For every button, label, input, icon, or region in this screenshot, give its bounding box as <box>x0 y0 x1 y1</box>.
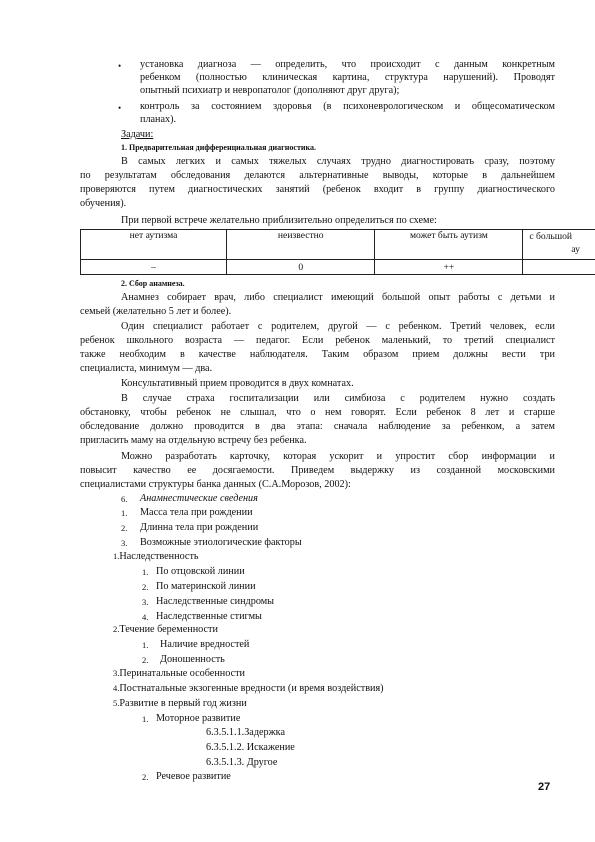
scheme-table <box>80 229 595 275</box>
outline-motor-item: 6.3.5.1.2. Искажение <box>206 742 295 753</box>
para5: Консультативный прием проводится в двух комнатах. <box>121 378 354 389</box>
para6-line: обстановку, чтобы ребенок не слышал, что о нем говорят. Если ребенок 8 лет и старше <box>80 407 555 418</box>
outline-item: Наличие вредностей <box>160 639 250 650</box>
para6-line: В случае страха госпитализации или симбиоза с родителем нужно создать <box>121 393 555 404</box>
outline-perinatal <box>113 667 245 680</box>
tasks-label: Задачи: <box>121 129 154 140</box>
outline-num: 2. <box>142 582 149 592</box>
bullet-line: ребенком (полностью клиническая картина, структура нарушений). Проводят <box>140 72 555 83</box>
bullet-line: установка диагноза — определить, что происходит с данным конкретным <box>140 59 555 70</box>
para7-line: повысит качество ее досягаемости. Приведем выдержку из созданной московскими <box>80 465 555 476</box>
table-header: может быть аутизм <box>375 230 523 260</box>
section2-title: 2. Сбор анамнеза. <box>121 279 185 288</box>
table-header: неизвестно <box>227 230 375 260</box>
outline-item: По отцовской линии <box>156 566 245 577</box>
table-cell: – <box>81 260 227 275</box>
outline-motor: Моторное развитие <box>156 713 241 724</box>
outline-num: 6. <box>121 494 128 504</box>
outline-firstyear <box>113 697 247 710</box>
outline-pregnancy <box>113 623 218 636</box>
outline-item: Доношенность <box>160 654 225 665</box>
outline-heredity-label: Наследственность <box>119 551 199 562</box>
para2: При первой встрече желательно приблизительно определиться по схеме: <box>121 215 437 226</box>
outline-item: Длинна тела при рождении <box>140 522 259 533</box>
outline-num: 3. <box>113 668 120 678</box>
para4-line: также необходим в качестве наблюдателя. Таким образом прием должны вести три <box>80 349 555 360</box>
table-cell: ++ <box>375 260 523 275</box>
section1-title: 1. Предварительная дифференциальная диагностика. <box>121 143 316 152</box>
outline-perinatal-label: Перинатальные особенности <box>119 668 246 679</box>
bullet-line: контроль за состоянием здоровья (в психоневрологическом и общесоматическом <box>140 101 555 112</box>
para6-line: пригласить маму на отдельную встречу без ребенка. <box>80 435 307 446</box>
page-number: 27 <box>538 781 551 793</box>
para6-line: обследование должно проводится в два этапа: сначала наблюдение за ребенком, а затем <box>80 421 555 432</box>
outline-num: 1. <box>142 640 149 650</box>
para4-line: Один специалист работает с родителем, другой — с ребенком. Третий человек, если <box>121 321 555 332</box>
table-header: нет аутизма <box>81 230 227 260</box>
outline-num: 3. <box>121 538 128 548</box>
outline-heredity <box>113 550 199 563</box>
para7-line: Можно разработать карточку, которая ускорит и упростит сбор информации и <box>121 451 555 462</box>
table-header-cut <box>523 230 595 260</box>
para7-line: специалистами структуры банка данных (С.А.Морозов, 2002): <box>80 479 351 490</box>
outline-item6: Анамнестические сведения <box>140 493 258 504</box>
outline-num: 5. <box>113 698 120 708</box>
table-cell: 0 <box>227 260 375 275</box>
outline-num: 1. <box>142 567 149 577</box>
outline-firstyear-label: Развитие в первый год жизни <box>119 698 247 709</box>
outline-num: 1. <box>142 714 149 724</box>
outline-motor-item: 6.3.5.1.1.Задержка <box>206 727 285 738</box>
outline-item: Возможные этиологические факторы <box>140 537 302 548</box>
table-header: с большой <box>529 231 573 242</box>
bullet-line: планах). <box>140 114 177 125</box>
para3-line: семьей (желательно 5 лет и более). <box>80 306 232 317</box>
outline-postnatal <box>113 682 384 695</box>
outline-num: 3. <box>142 597 149 607</box>
outline-item: По материнской линии <box>156 581 256 592</box>
outline-num: 2. <box>142 655 149 665</box>
outline-item: Масса тела при рождении <box>140 507 253 518</box>
table-header: ау <box>571 244 580 255</box>
outline-num: 1. <box>113 551 120 561</box>
outline-item: Наследственные синдромы <box>156 596 275 607</box>
para4-line: специалиста, минимум — два. <box>80 363 213 374</box>
para3-line: Анамнез собирает врач, либо специалист имеющий большой опыт работы с детьми и <box>121 292 555 303</box>
outline-postnatal-label: Постнатальные экзогенные вредности (и время воздействия) <box>119 683 384 694</box>
outline-num: 2. <box>113 624 120 634</box>
para1-line: по результатам обследования делаются альтернативные выводы, которые в дальнейшем <box>80 170 555 181</box>
outline-item: Наследственные стигмы <box>156 611 262 622</box>
para1-line: В самых легких и самых тяжелых случаях трудно диагностировать сразу, поэтому <box>121 156 555 167</box>
outline-num: 1. <box>121 508 128 518</box>
para4-line: ребенок школьного возраста — педагог. Если ребенок маленький, то третий специалист <box>80 335 555 346</box>
table-cell <box>523 260 595 275</box>
bullet-icon: • <box>118 103 122 113</box>
outline-num: 4. <box>113 683 120 693</box>
bullet-line: опытный психиатр и невропатолог (дополняют друг друга); <box>140 85 400 96</box>
outline-motor-item: 6.3.5.1.3. Другое <box>206 757 278 768</box>
para1-line: проверяются путем диагностических занятий (ребенок входит в группу диагностического <box>80 184 555 195</box>
outline-num: 2. <box>121 523 128 533</box>
outline-num: 4. <box>142 612 149 622</box>
bullet-icon: • <box>118 61 122 71</box>
para1-line: обучения). <box>80 198 127 209</box>
outline-speech: Речевое развитие <box>156 771 231 782</box>
outline-num: 2. <box>142 772 149 782</box>
outline-pregnancy-label: Течение беременности <box>119 624 218 635</box>
